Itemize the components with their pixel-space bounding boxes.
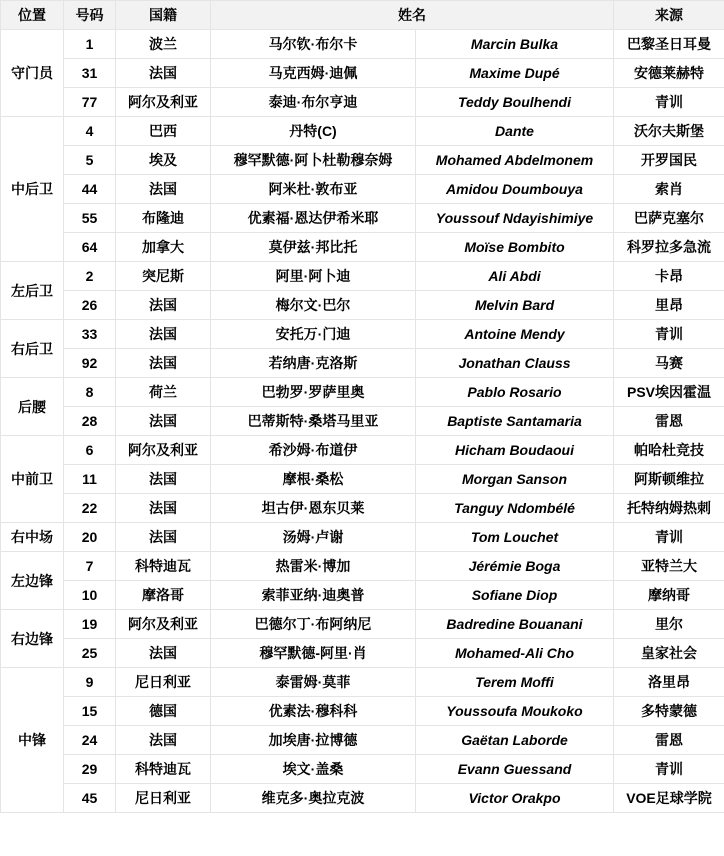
name-cn-cell: 穆罕默德-阿里·肖 (211, 639, 416, 668)
table-row (1, 320, 724, 349)
name-cn-cell: 若纳唐·克洛斯 (211, 349, 416, 378)
name-cn-cell: 梅尔文·巴尔 (211, 291, 416, 320)
source-cell: 巴萨克塞尔 (614, 204, 724, 233)
number-cell: 33 (64, 320, 116, 349)
source-cell: 里尔 (614, 610, 724, 639)
name-cn-cell: 热雷米·博加 (211, 552, 416, 581)
name-cn-cell: 埃文·盖桑 (211, 755, 416, 784)
name-en-cell: Moïse Bombito (416, 233, 614, 262)
table-row (1, 291, 724, 320)
table-row (1, 494, 724, 523)
number-cell: 55 (64, 204, 116, 233)
name-cn-cell: 马克西姆·迪佩 (211, 59, 416, 88)
table-row (1, 755, 724, 784)
nationality-cell: 摩洛哥 (116, 581, 211, 610)
nationality-cell: 法国 (116, 320, 211, 349)
number-cell: 9 (64, 668, 116, 697)
name-en-cell: Victor Orakpo (416, 784, 614, 813)
source-cell: VOE足球学院 (614, 784, 724, 813)
number-cell: 20 (64, 523, 116, 552)
name-en-cell: Sofiane Diop (416, 581, 614, 610)
name-en-cell: Melvin Bard (416, 291, 614, 320)
number-cell: 11 (64, 465, 116, 494)
number-cell: 24 (64, 726, 116, 755)
table-row (1, 697, 724, 726)
table-row (1, 407, 724, 436)
position-cell: 中前卫 (1, 436, 64, 523)
name-en-cell: Hicham Boudaoui (416, 436, 614, 465)
header-name: 姓名 (211, 1, 614, 30)
name-cn-cell: 马尔钦·布尔卡 (211, 30, 416, 59)
table-row (1, 233, 724, 262)
source-cell: 雷恩 (614, 407, 724, 436)
name-cn-cell: 丹特(C) (211, 117, 416, 146)
table-row (1, 175, 724, 204)
nationality-cell: 荷兰 (116, 378, 211, 407)
name-cn-cell: 维克多·奥拉克波 (211, 784, 416, 813)
name-en-cell: Youssouf Ndayishimiye (416, 204, 614, 233)
source-cell: 亚特兰大 (614, 552, 724, 581)
nationality-cell: 波兰 (116, 30, 211, 59)
source-cell: 巴黎圣日耳曼 (614, 30, 724, 59)
position-cell: 后腰 (1, 378, 64, 436)
name-cn-cell: 泰迪·布尔亨迪 (211, 88, 416, 117)
source-cell: 青训 (614, 523, 724, 552)
nationality-cell: 法国 (116, 407, 211, 436)
number-cell: 64 (64, 233, 116, 262)
header-position: 位置 (1, 1, 64, 30)
name-en-cell: Mohamed Abdelmonem (416, 146, 614, 175)
name-en-cell: Maxime Dupé (416, 59, 614, 88)
source-cell: 阿斯顿维拉 (614, 465, 724, 494)
name-en-cell: Youssoufa Moukoko (416, 697, 614, 726)
number-cell: 7 (64, 552, 116, 581)
name-en-cell: Pablo Rosario (416, 378, 614, 407)
position-cell: 右边锋 (1, 610, 64, 668)
source-cell: 科罗拉多急流 (614, 233, 724, 262)
table-row (1, 378, 724, 407)
number-cell: 77 (64, 88, 116, 117)
number-cell: 44 (64, 175, 116, 204)
source-cell: 青训 (614, 88, 724, 117)
table-row (1, 610, 724, 639)
table-header (1, 1, 724, 30)
name-cn-cell: 索菲亚纳·迪奥普 (211, 581, 416, 610)
table-row (1, 146, 724, 175)
table-row (1, 59, 724, 88)
name-cn-cell: 莫伊兹·邦比托 (211, 233, 416, 262)
nationality-cell: 科特迪瓦 (116, 755, 211, 784)
number-cell: 22 (64, 494, 116, 523)
table-row (1, 436, 724, 465)
source-cell: 青训 (614, 755, 724, 784)
number-cell: 28 (64, 407, 116, 436)
position-cell: 左边锋 (1, 552, 64, 610)
name-cn-cell: 优素福·恩达伊希米耶 (211, 204, 416, 233)
nationality-cell: 法国 (116, 59, 211, 88)
nationality-cell: 阿尔及利亚 (116, 436, 211, 465)
table-row (1, 552, 724, 581)
nationality-cell: 科特迪瓦 (116, 552, 211, 581)
name-cn-cell: 阿里·阿卜迪 (211, 262, 416, 291)
source-cell: 沃尔夫斯堡 (614, 117, 724, 146)
nationality-cell: 布隆迪 (116, 204, 211, 233)
table-row (1, 668, 724, 697)
position-cell: 右中场 (1, 523, 64, 552)
number-cell: 29 (64, 755, 116, 784)
name-en-cell: Baptiste Santamaria (416, 407, 614, 436)
number-cell: 31 (64, 59, 116, 88)
source-cell: 托特纳姆热刺 (614, 494, 724, 523)
header-nationality: 国籍 (116, 1, 211, 30)
nationality-cell: 法国 (116, 639, 211, 668)
number-cell: 19 (64, 610, 116, 639)
name-en-cell: Badredine Bouanani (416, 610, 614, 639)
table-body (1, 30, 724, 813)
source-cell: 马赛 (614, 349, 724, 378)
name-cn-cell: 安托万·门迪 (211, 320, 416, 349)
name-cn-cell: 坦古伊·恩东贝莱 (211, 494, 416, 523)
position-cell: 中后卫 (1, 117, 64, 262)
nationality-cell: 法国 (116, 291, 211, 320)
name-en-cell: Antoine Mendy (416, 320, 614, 349)
table-row (1, 726, 724, 755)
source-cell: 里昂 (614, 291, 724, 320)
nationality-cell: 法国 (116, 726, 211, 755)
number-cell: 10 (64, 581, 116, 610)
number-cell: 26 (64, 291, 116, 320)
nationality-cell: 法国 (116, 465, 211, 494)
table-row (1, 581, 724, 610)
nationality-cell: 埃及 (116, 146, 211, 175)
name-en-cell: Evann Guessand (416, 755, 614, 784)
name-en-cell: Gaëtan Laborde (416, 726, 614, 755)
name-en-cell: Jonathan Clauss (416, 349, 614, 378)
table-row (1, 204, 724, 233)
source-cell: 多特蒙德 (614, 697, 724, 726)
source-cell: 洛里昂 (614, 668, 724, 697)
table-row (1, 262, 724, 291)
number-cell: 25 (64, 639, 116, 668)
name-en-cell: Jérémie Boga (416, 552, 614, 581)
header-number: 号码 (64, 1, 116, 30)
nationality-cell: 巴西 (116, 117, 211, 146)
position-cell: 右后卫 (1, 320, 64, 378)
source-cell: 卡昂 (614, 262, 724, 291)
number-cell: 1 (64, 30, 116, 59)
nationality-cell: 突尼斯 (116, 262, 211, 291)
name-cn-cell: 阿米杜·敦布亚 (211, 175, 416, 204)
table-row (1, 117, 724, 146)
name-cn-cell: 穆罕默德·阿卜杜勒穆奈姆 (211, 146, 416, 175)
name-cn-cell: 优素法·穆科科 (211, 697, 416, 726)
number-cell: 2 (64, 262, 116, 291)
name-cn-cell: 摩根·桑松 (211, 465, 416, 494)
header-source: 来源 (614, 1, 724, 30)
nationality-cell: 阿尔及利亚 (116, 88, 211, 117)
number-cell: 92 (64, 349, 116, 378)
name-cn-cell: 巴德尔丁·布阿纳尼 (211, 610, 416, 639)
table-row (1, 639, 724, 668)
source-cell: PSV埃因霍温 (614, 378, 724, 407)
number-cell: 4 (64, 117, 116, 146)
number-cell: 15 (64, 697, 116, 726)
name-cn-cell: 巴勃罗·罗萨里奥 (211, 378, 416, 407)
table-row (1, 784, 724, 813)
position-cell: 左后卫 (1, 262, 64, 320)
name-en-cell: Tanguy Ndombélé (416, 494, 614, 523)
nationality-cell: 法国 (116, 523, 211, 552)
source-cell: 索肖 (614, 175, 724, 204)
name-cn-cell: 泰雷姆·莫菲 (211, 668, 416, 697)
nationality-cell: 阿尔及利亚 (116, 610, 211, 639)
source-cell: 安德莱赫特 (614, 59, 724, 88)
table-row (1, 88, 724, 117)
position-cell: 守门员 (1, 30, 64, 117)
name-en-cell: Teddy Boulhendi (416, 88, 614, 117)
name-en-cell: Mohamed-Ali Cho (416, 639, 614, 668)
name-en-cell: Dante (416, 117, 614, 146)
header-row (1, 1, 724, 30)
name-en-cell: Tom Louchet (416, 523, 614, 552)
nationality-cell: 法国 (116, 175, 211, 204)
name-cn-cell: 加埃唐·拉博德 (211, 726, 416, 755)
table-row (1, 465, 724, 494)
number-cell: 6 (64, 436, 116, 465)
table-row (1, 523, 724, 552)
nationality-cell: 尼日利亚 (116, 668, 211, 697)
name-en-cell: Ali Abdi (416, 262, 614, 291)
table-row (1, 349, 724, 378)
name-cn-cell: 巴蒂斯特·桑塔马里亚 (211, 407, 416, 436)
number-cell: 45 (64, 784, 116, 813)
position-cell: 中锋 (1, 668, 64, 813)
number-cell: 5 (64, 146, 116, 175)
nationality-cell: 法国 (116, 349, 211, 378)
source-cell: 摩纳哥 (614, 581, 724, 610)
nationality-cell: 德国 (116, 697, 211, 726)
table-row (1, 30, 724, 59)
source-cell: 青训 (614, 320, 724, 349)
source-cell: 开罗国民 (614, 146, 724, 175)
source-cell: 皇家社会 (614, 639, 724, 668)
name-cn-cell: 汤姆·卢谢 (211, 523, 416, 552)
number-cell: 8 (64, 378, 116, 407)
name-en-cell: Amidou Doumbouya (416, 175, 614, 204)
name-en-cell: Marcin Bulka (416, 30, 614, 59)
nationality-cell: 尼日利亚 (116, 784, 211, 813)
name-en-cell: Morgan Sanson (416, 465, 614, 494)
nationality-cell: 法国 (116, 494, 211, 523)
source-cell: 雷恩 (614, 726, 724, 755)
nationality-cell: 加拿大 (116, 233, 211, 262)
source-cell: 帕哈杜竞技 (614, 436, 724, 465)
name-cn-cell: 希沙姆·布道伊 (211, 436, 416, 465)
name-en-cell: Terem Moffi (416, 668, 614, 697)
